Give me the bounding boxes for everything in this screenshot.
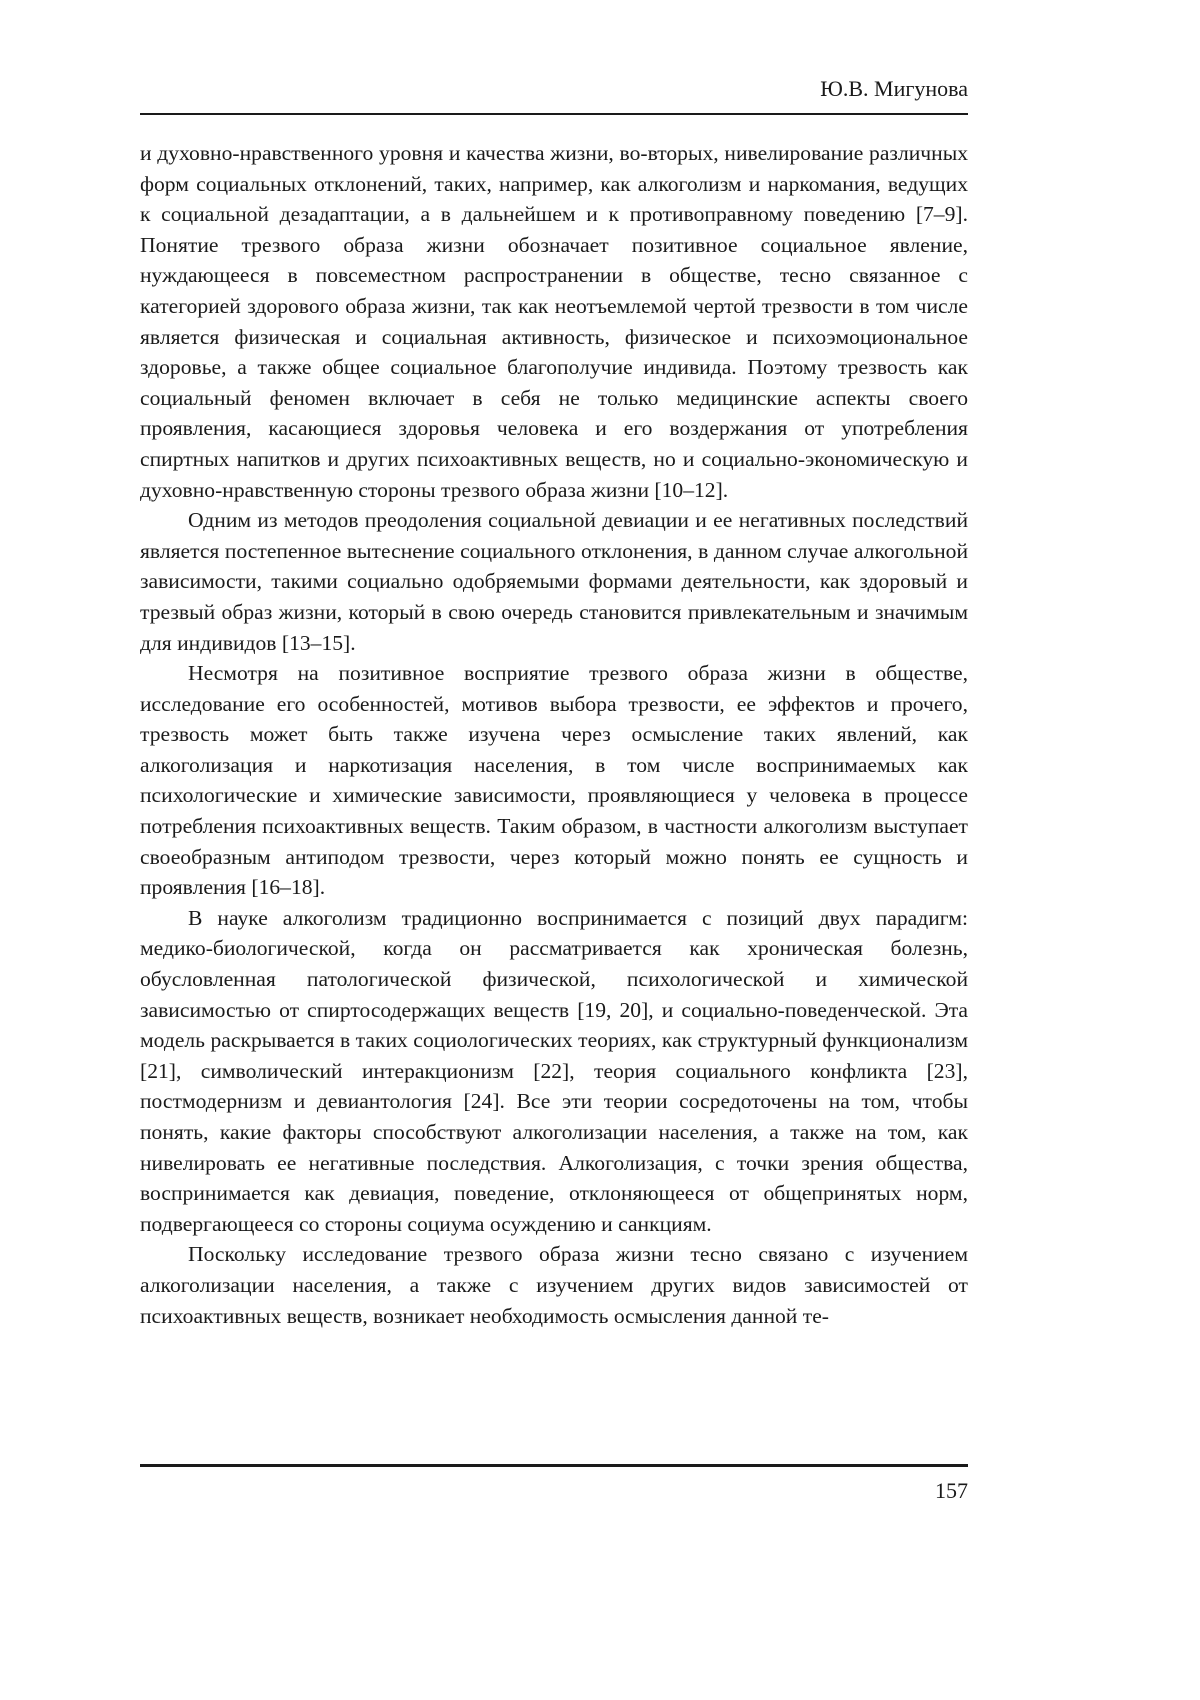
body-text (140, 138, 968, 1331)
header-author: Ю.В. Мигунова (820, 76, 968, 101)
header-rule (140, 113, 968, 115)
paragraph: В науке алкоголизм традиционно воспринимается с позиций двух парадигм: медико-биологической, когда он рассматривается как хроническая болезнь, обусловленная патологической физической, психологической и химической зависимостью от спиртосодержащих веществ [19, 20], и социально-поведенческой. Эта модель раскрывается в таких социологических теориях, как структурный функционализм [21], символический интеракционизм [22], теория социального конфликта [23], постмодернизм и девиантология [24]. Все эти теории сосредоточены на том, чтобы понять, какие факторы способствуют алкоголизации населения, а также на том, как нивелировать ее негативные последствия. Алкоголизация, с точки зрения общества, воспринимается как девиация, поведение, отклоняющееся от общепринятых норм, подвергающееся со стороны социума осуждению и санкциям. (140, 905, 968, 1236)
page-number: 157 (935, 1478, 968, 1503)
paragraph: и духовно-нравственного уровня и качества жизни, во-вторых, нивелирование различных форм социальных отклонений, таких, например, как алкоголизм и наркомания, ведущих к социальной дезадаптации, а в дальнейшем и к противоправному поведению [7–9]. Понятие трезвого образа жизни обозначает позитивное социальное явление, нуждающееся в повсеместном распространении в обществе, тесно связанное с категорией здорового образа жизни, так как неотъемлемой чертой трезвости в том числе является физическая и социальная активность, физическое и психоэмоциональное здоровье, а также общее социальное благополучие индивида. Поэтому трезвость как социальный феномен включает в себя не только медицинские аспекты своего проявления, касающиеся здоровья человека и его воздержания от употребления спиртных напитков и других психоактивных веществ, но и социально-экономическую и духовно-нравственную стороны трезвого образа жизни [10–12]. (140, 141, 968, 502)
paragraph: Поскольку исследование трезвого образа жизни тесно связано с изучением алкоголизации населения, а также с изучением других видов зависимостей от психоактивных веществ, возникает необходимость осмысления данной те- (140, 1242, 968, 1328)
footer-rule (140, 1464, 968, 1467)
paragraph: Одним из методов преодоления социальной девиации и ее негативных последствий является постепенное вытеснение социального отклонения, в данном случае алкогольной зависимости, такими социально одобряемыми формами деятельности, как здоровый и трезвый образ жизни, который в свою очередь становится привлекательным и значимым для индивидов [13–15]. (140, 508, 968, 655)
paragraph: Несмотря на позитивное восприятие трезвого образа жизни в обществе, исследование его особенностей, мотивов выбора трезвости, ее эффектов и прочего, трезвость может быть также изучена через осмысление таких явлений, как алкоголизация и наркотизация населения, в том числе воспринимаемых как психологические и химические зависимости, проявляющиеся у человека в процессе потребления психоактивных веществ. Таким образом, в частности алкоголизм выступает своеобразным антиподом трезвости, через который можно понять ее сущность и проявления [16–18]. (140, 661, 968, 900)
